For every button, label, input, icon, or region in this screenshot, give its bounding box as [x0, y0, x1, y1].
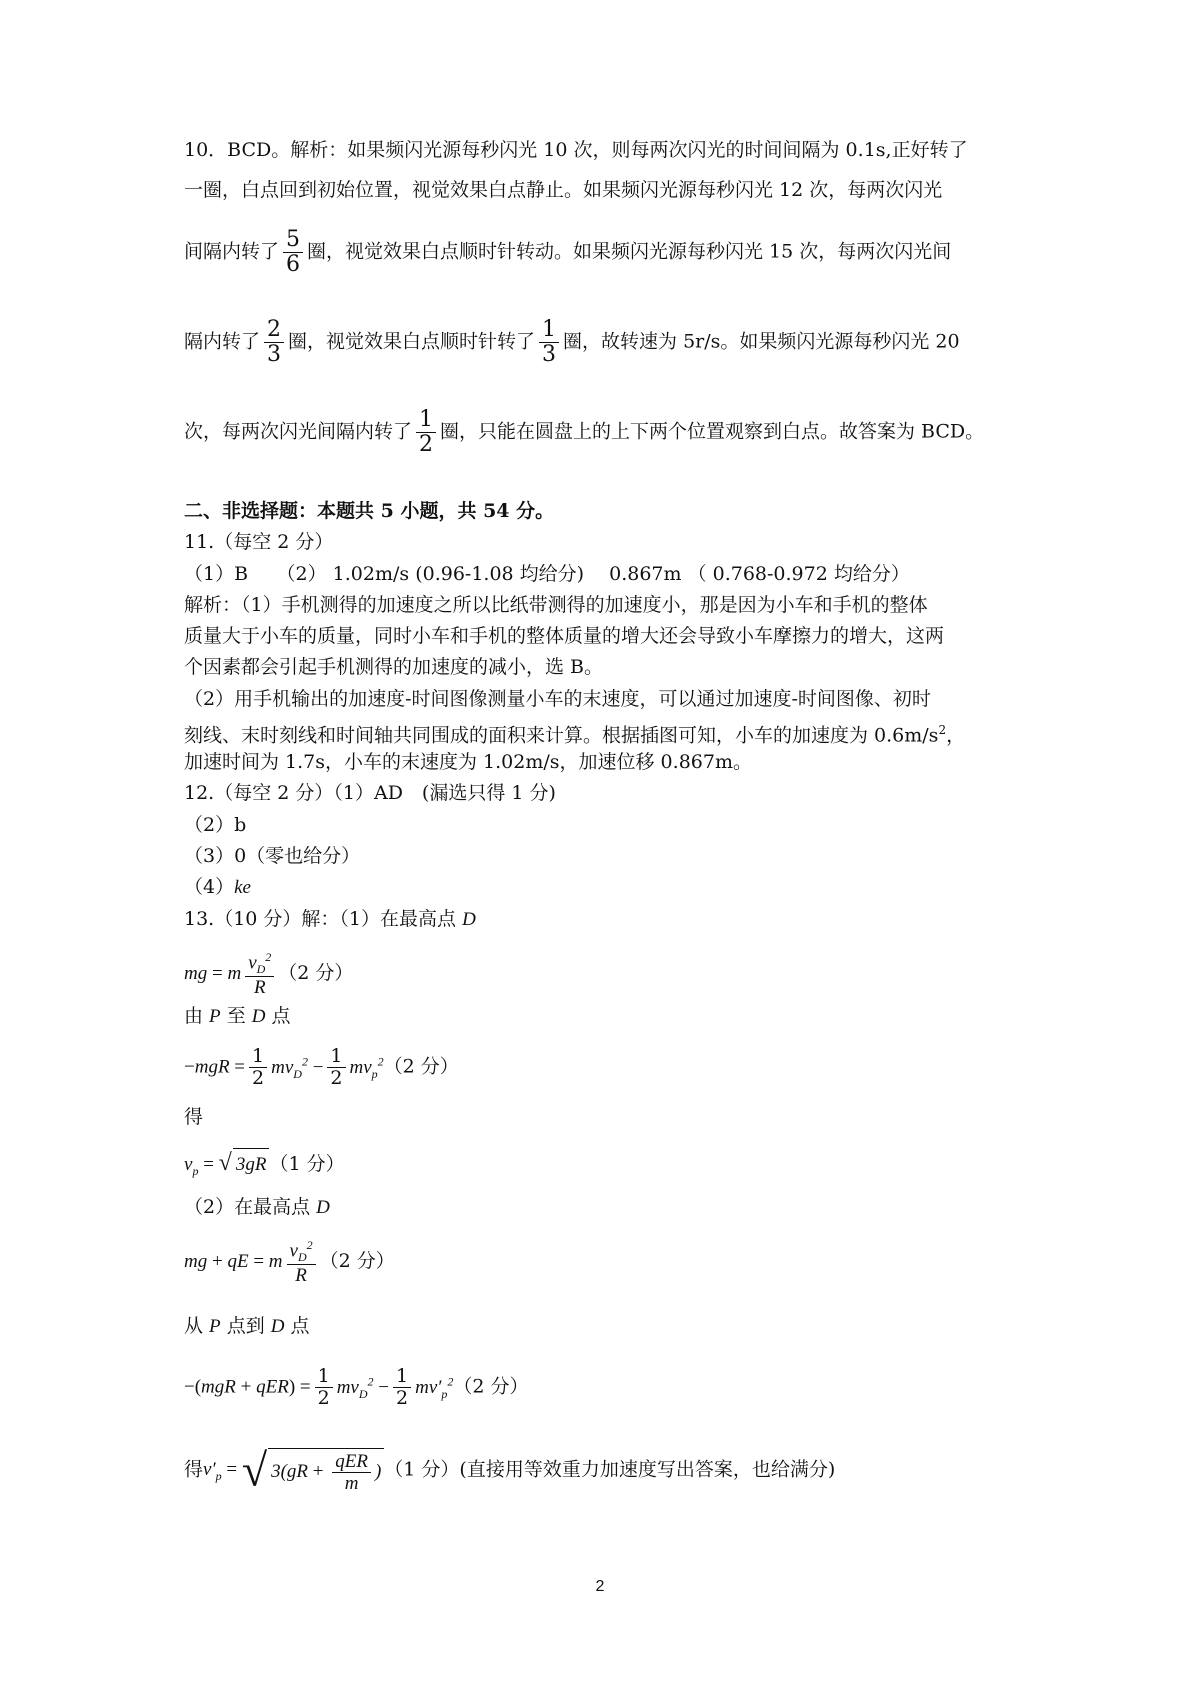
q12-math: ke	[234, 877, 251, 898]
score-label: （2 分）	[278, 962, 354, 985]
equation-1: mg = m $\frac{v_D^2}{R}$ （2 分）	[184, 950, 354, 999]
q13-part2	[184, 1193, 330, 1222]
q12-answer-2: （2）b	[184, 814, 247, 836]
q12-text: （4）	[184, 876, 235, 898]
q13-text: 由	[184, 1005, 210, 1027]
q10-text: 圈，视觉效果白点顺时针转动。如果频闪光源每秒闪光 15 次，每两次闪光间	[307, 240, 952, 263]
q13-text: 13.（10 分）解：（1）在最高点	[184, 908, 463, 930]
equation-3: $v_p$ = √ 3gR （1 分）	[184, 1150, 345, 1178]
q13-de-1: 得	[184, 1106, 204, 1128]
q13-p-to-d-2	[184, 1312, 310, 1341]
q11-heading: 11.（每空 2 分）	[184, 531, 334, 553]
equation-4: mg + qE = m $\frac{v_D^2}{R}$ （2 分）	[184, 1238, 395, 1287]
equation-6: 得$v'_p$ = √ 3(gR + $\frac{\text{qER}}{m}$ ) （1 分）(直接用等效重力加速度写出答案，也给满分)	[184, 1445, 836, 1496]
equation-5: −(mgR + qER) = $\frac{1}{2}$ $mv_D^2$ − $\frac{1}{2}$ $mv'_p^2(2$ 分）	[184, 1365, 529, 1409]
fraction-5-6: $\frac{5}{6}$	[283, 228, 303, 277]
fraction-1-2: $\frac{1}{2}$	[416, 408, 436, 457]
q13-text: 得	[184, 1458, 204, 1481]
score-label: （1 分）	[269, 1153, 345, 1175]
fraction-1-3: $\frac{1}{3}$	[539, 318, 559, 367]
q11-explanation-6: 加速时间为 1.7s，小车的末速度为 1.02m/s，加速位移 0.867m。	[184, 751, 752, 773]
score-note: （1 分）(直接用等效重力加速度写出答案，也给满分)	[384, 1458, 836, 1481]
q10-line-5	[184, 408, 984, 457]
score-label: （2 分）	[383, 1055, 459, 1078]
q10-text: 次，每两次闪光间隔内转了	[184, 420, 413, 443]
q13-heading	[184, 905, 476, 934]
q11-explanation-5	[184, 716, 965, 749]
q12-answer-4	[184, 873, 251, 902]
q13-text: 点到	[220, 1315, 271, 1337]
q11-text: 刻线、末时刻线和时间轴共同围成的面积来计算。根据插图可知，小车的加速度为 0.6m/s	[184, 724, 939, 747]
q13-math: P	[209, 1316, 221, 1337]
q13-text: 至	[220, 1005, 252, 1027]
q10-text: 间隔内转了	[184, 240, 280, 263]
q13-math: D	[462, 909, 476, 930]
equation-2: −mgR = $\frac{1}{2}$ $mv_D^2$ − $\frac{1}{2}$ $mv_p^2(2$ 分）	[184, 1045, 459, 1089]
q13-text: 从	[184, 1315, 210, 1337]
q10-text: 圈，视觉效果白点顺时针转了	[288, 330, 536, 353]
q11-explanation-2: 质量大于小车的质量，同时小车和手机的整体质量的增大还会导致小车摩擦力的增大，这两	[184, 625, 945, 647]
fraction-2-3: $\frac{2}{3}$	[264, 318, 284, 367]
q10-line-1: 10．BCD。解析：如果频闪光源每秒闪光 10 次，则每两次闪光的时间间隔为 0.1s,正好转了	[184, 139, 968, 161]
score-label: （2 分）	[453, 1375, 529, 1398]
q12-heading: 12.（每空 2 分）（1）AD (漏选只得 1 分)	[184, 782, 556, 804]
q11-explanation-4: （2）用手机输出的加速度-时间图像测量小车的末速度，可以通过加速度-时间图像、初时	[184, 688, 931, 710]
page-number: 2	[595, 1578, 605, 1595]
q13-text: （2）在最高点	[184, 1196, 317, 1218]
section-heading: 二、非选择题：本题共 5 小题，共 54 分。	[184, 500, 555, 522]
q13-text: 点	[284, 1315, 310, 1337]
q11-explanation-1: 解析：（1）手机测得的加速度之所以比纸带测得的加速度小，那是因为小车和手机的整体	[184, 594, 928, 616]
q12-answer-3: （3）0（零也给分）	[184, 845, 361, 867]
q13-text: 点	[265, 1005, 291, 1027]
q10-text: 隔内转了	[184, 330, 261, 353]
score-label: （2 分）	[319, 1250, 395, 1273]
q10-line-4	[184, 318, 960, 367]
q13-math: D	[270, 1316, 285, 1337]
q13-math: D	[251, 1006, 266, 1027]
q10-text: 圈，只能在圆盘上的上下两个位置观察到白点。故答案为 BCD。	[440, 420, 985, 443]
q11-explanation-3: 个因素都会引起手机测得的加速度的减小，选 B。	[184, 656, 604, 678]
superscript: 2	[938, 723, 947, 737]
q10-line-2: 一圈，白点回到初始位置，视觉效果白点静止。如果频闪光源每秒闪光 12 次，每两次闪光	[184, 179, 943, 201]
q11-answers: （1）B （2） 1.02m/s (0.96-1.08 均给分) 0.867m （ 0.768-0.972 均给分）	[184, 563, 910, 585]
q11-text: ，	[946, 724, 966, 747]
q13-math: D	[316, 1197, 330, 1218]
q13-math: P	[209, 1006, 221, 1027]
q10-line-3	[184, 228, 951, 277]
q10-text: 圈，故转速为 5r/s。如果频闪光源每秒闪光 20	[563, 330, 960, 353]
q13-text-p-to-d	[184, 1002, 291, 1031]
